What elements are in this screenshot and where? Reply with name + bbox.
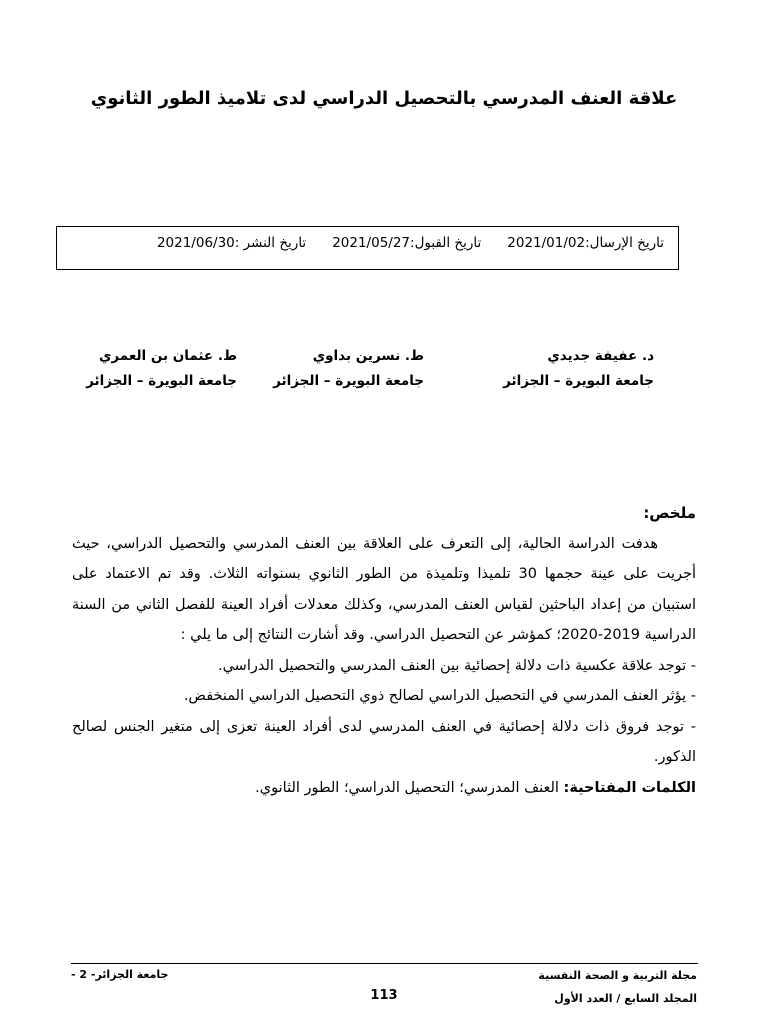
paper-title: علاقة العنف المدرسي بالتحصيل الدراسي لدى تلاميذ الطور الثانوي bbox=[90, 88, 678, 109]
author-block bbox=[86, 344, 237, 394]
footer-journal-name: مجلة التربية و الصحة النفسية bbox=[538, 969, 697, 982]
footer-volume: المجلد السابع / العدد الأول bbox=[554, 992, 697, 1005]
author-name: د. عفيفة جديدي bbox=[547, 348, 654, 364]
result-item: - توجد فروق ذات دلالة إحصائية في العنف المدرسي لدى أفراد العينة تعزى إلى متغير الجنس لصالح الذكور. bbox=[72, 718, 696, 765]
footer-divider bbox=[71, 963, 698, 964]
date-published: تاريخ النشر :2021/06/30 bbox=[156, 235, 307, 251]
dates-box bbox=[56, 226, 679, 270]
abstract-heading: ملخص: bbox=[643, 504, 696, 522]
abstract-body: هدفت الدراسة الحالية، إلى التعرف على العلاقة بين العنف المدرسي والتحصيل الدراسي، حيث أجريت على عينة حجمها 30 تلميذا وتلميذة من الطور الثانوي بسنواته الثلاث. وقد تم الاعتماد على استبيان من إعداد الباحثين لقياس العنف المدرسي، وكذلك معدلات أفراد العينة للفصل الثاني من السنة الدراسية 2019-2020؛ كمؤشر عن التحصيل الدراسي. وقد أشارت النتائج إلى ما يلي : bbox=[72, 535, 696, 643]
result-item: - يؤثر العنف المدرسي في التحصيل الدراسي لصالح ذوي التحصيل الدراسي المنخفض. bbox=[183, 688, 696, 704]
author-name: ط. عثمان بن العمري bbox=[99, 348, 237, 364]
author-affiliation: جامعة البويرة – الجزائر bbox=[503, 373, 654, 389]
result-item: - توجد علاقة عكسية ذات دلالة إحصائية بين العنف المدرسي والتحصيل الدراسي. bbox=[217, 657, 696, 674]
author-block bbox=[273, 344, 424, 394]
author-affiliation: جامعة البويرة – الجزائر bbox=[86, 373, 237, 389]
author-block bbox=[503, 344, 654, 394]
footer-university: جامعة الجزائر- 2 - bbox=[71, 968, 169, 981]
keywords-line bbox=[72, 773, 696, 804]
keywords-text: العنف المدرسي؛ التحصيل الدراسي؛ الطور الثانوي. bbox=[255, 779, 564, 796]
page-number: 113 bbox=[370, 988, 398, 1003]
date-sent: تاريخ الإرسال:2021/01/02 bbox=[507, 235, 664, 251]
date-accepted: تاريخ القبول:2021/05/27 bbox=[332, 235, 482, 251]
author-affiliation: جامعة البويرة – الجزائر bbox=[273, 373, 424, 389]
author-name: ط. نسرين بداوي bbox=[312, 348, 424, 364]
abstract-section bbox=[72, 498, 696, 803]
keywords-label: الكلمات المفتاحية: bbox=[563, 779, 696, 796]
